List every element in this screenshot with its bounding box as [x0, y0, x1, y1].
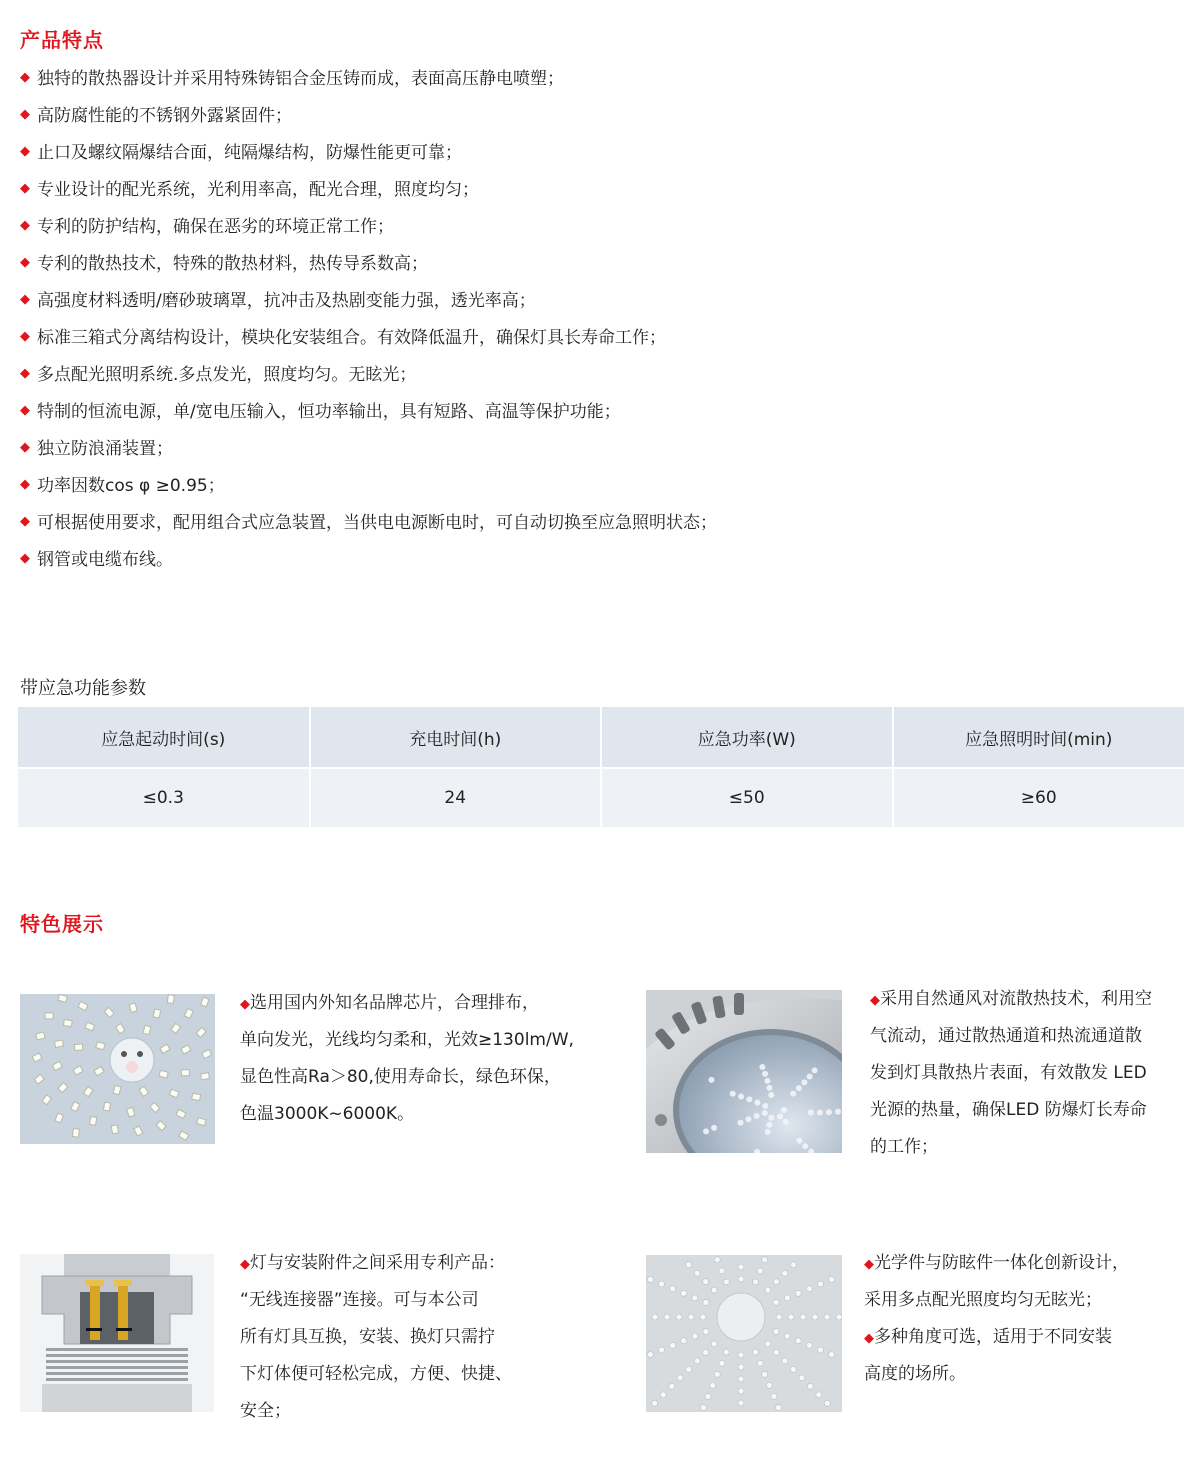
- showcase-description-connector: [240, 1250, 512, 1435]
- diamond-bullet-icon: ◆: [20, 292, 30, 307]
- diamond-bullet-icon: ◆: [20, 107, 30, 122]
- feature-text: 独立防浪涌装置；: [37, 439, 173, 459]
- feature-text: 高防腐性能的不锈钢外露紧固件；: [37, 106, 292, 126]
- table-header-cell: 应急照明时间(min): [893, 707, 1185, 768]
- description-line: 发到灯具散热片表面，有效散发 LED: [870, 1063, 1147, 1083]
- table-cell: 24: [310, 768, 602, 827]
- feature-text: 专业设计的配光系统，光利用率高，配光合理，照度均匀；: [37, 180, 479, 200]
- diamond-bullet-icon: ◆: [20, 218, 30, 233]
- description-line: 安全；: [240, 1401, 291, 1421]
- description-line: 所有灯具互换，安装、换灯只需拧: [240, 1327, 495, 1347]
- description-line: ◆光学件与防眩件一体化创新设计，: [864, 1253, 1129, 1273]
- diamond-bullet-icon: ◆: [20, 329, 30, 344]
- description-line: 下灯体便可轻松完成，方便、快捷、: [240, 1364, 512, 1384]
- list-item: [20, 251, 717, 288]
- emergency-params-label: 带应急功能参数: [20, 678, 146, 699]
- table-header-cell: 应急起动时间(s): [18, 707, 310, 768]
- diamond-bullet-icon: ◆: [20, 440, 30, 455]
- list-item: [20, 325, 717, 362]
- description-line: 气流动，通过散热通道和热流通道散: [870, 1026, 1142, 1046]
- features-section-title: 产品特点: [20, 28, 104, 52]
- description-line: ◆采用自然通风对流散热技术，利用空: [870, 989, 1152, 1009]
- table-header-cell: 充电时间(h): [310, 707, 602, 768]
- list-item: [20, 140, 717, 177]
- list-item: [20, 436, 717, 473]
- diamond-bullet-icon: ◆: [20, 144, 30, 159]
- table-header-row: [18, 707, 1184, 768]
- showcase-description-heat-dissipation: [870, 986, 1152, 1171]
- list-item: [20, 103, 717, 140]
- description-line: “无线连接器”连接。可与本公司: [240, 1290, 479, 1310]
- diamond-bullet-icon: ◆: [240, 997, 250, 1012]
- table-header-cell: 应急功率(W): [601, 707, 893, 768]
- feature-text: 专利的散热技术，特殊的散热材料，热传导系数高；: [37, 254, 428, 274]
- connector-image: [20, 1254, 214, 1412]
- feature-text: 可根据使用要求，配用组合式应急装置，当供电电源断电时，可自动切换至应急照明状态；: [37, 513, 717, 533]
- table-cell: ≤50: [601, 768, 893, 827]
- diamond-bullet-icon: ◆: [20, 181, 30, 196]
- diamond-bullet-icon: ◆: [20, 403, 30, 418]
- diamond-bullet-icon: ◆: [864, 1331, 874, 1346]
- diamond-bullet-icon: ◆: [864, 1257, 874, 1272]
- diamond-bullet-icon: ◆: [20, 366, 30, 381]
- description-line: 采用多点配光照度均匀无眩光；: [864, 1290, 1102, 1310]
- list-item: [20, 547, 717, 584]
- feature-text: 功率因数cos φ ≥0.95；: [37, 476, 225, 496]
- diamond-bullet-icon: ◆: [20, 477, 30, 492]
- list-item: [20, 177, 717, 214]
- diamond-bullet-icon: ◆: [240, 1257, 250, 1272]
- description-line: ◆多种角度可选，适用于不同安装: [864, 1327, 1112, 1347]
- list-item: [20, 214, 717, 251]
- showcase-section-title: 特色展示: [20, 912, 104, 936]
- feature-text: 钢管或电缆布线。: [37, 550, 173, 570]
- diamond-bullet-icon: ◆: [20, 70, 30, 85]
- showcase-description-led-chips: [240, 990, 574, 1138]
- table-cell: ≤0.3: [18, 768, 310, 827]
- feature-text: 多点配光照明系统.多点发光，照度均匀。无眩光；: [37, 365, 417, 385]
- description-line: 显色性高Ra＞80,使用寿命长，绿色环保，: [240, 1067, 561, 1087]
- list-item: [20, 399, 717, 436]
- diamond-bullet-icon: ◆: [870, 993, 880, 1008]
- description-line: 光源的热量，确保LED 防爆灯长寿命: [870, 1100, 1147, 1120]
- led-board-image: [20, 994, 215, 1144]
- feature-text: 高强度材料透明/磨砂玻璃罩，抗冲击及热剧变能力强，透光率高；: [37, 291, 536, 311]
- feature-list: [20, 66, 717, 584]
- description-line: 的工作；: [870, 1137, 938, 1157]
- emergency-params-table: [18, 707, 1184, 827]
- list-item: [20, 473, 717, 510]
- optical-lens-image: [646, 1255, 842, 1412]
- description-line: 色温3000K~6000K。: [240, 1104, 415, 1124]
- feature-text: 标准三箱式分离结构设计，模块化安装组合。有效降低温升，确保灯具长寿命工作；: [37, 328, 666, 348]
- feature-text: 专利的防护结构，确保在恶劣的环境正常工作；: [37, 217, 394, 237]
- list-item: [20, 362, 717, 399]
- diamond-bullet-icon: ◆: [20, 514, 30, 529]
- table-cell: ≥60: [893, 768, 1185, 827]
- list-item: [20, 510, 717, 547]
- diamond-bullet-icon: ◆: [20, 551, 30, 566]
- list-item: [20, 288, 717, 325]
- showcase-description-optics: [864, 1250, 1129, 1398]
- table-row: [18, 768, 1184, 827]
- feature-text: 止口及螺纹隔爆结合面，纯隔爆结构，防爆性能更可靠；: [37, 143, 462, 163]
- description-line: 高度的场所。: [864, 1364, 966, 1384]
- feature-text: 独特的散热器设计并采用特殊铸铝合金压铸而成，表面高压静电喷塑；: [37, 69, 564, 89]
- description-line: ◆灯与安装附件之间采用专利产品：: [240, 1253, 505, 1273]
- list-item: [20, 66, 717, 103]
- diamond-bullet-icon: ◆: [20, 255, 30, 270]
- heat-sink-image: [646, 990, 842, 1153]
- description-line: ◆选用国内外知名品牌芯片，合理排布，: [240, 993, 539, 1013]
- feature-text: 特制的恒流电源，单/宽电压输入，恒功率输出，具有短路、高温等保护功能；: [37, 402, 621, 422]
- description-line: 单向发光，光线均匀柔和，光效≥130lm/W,: [240, 1030, 574, 1050]
